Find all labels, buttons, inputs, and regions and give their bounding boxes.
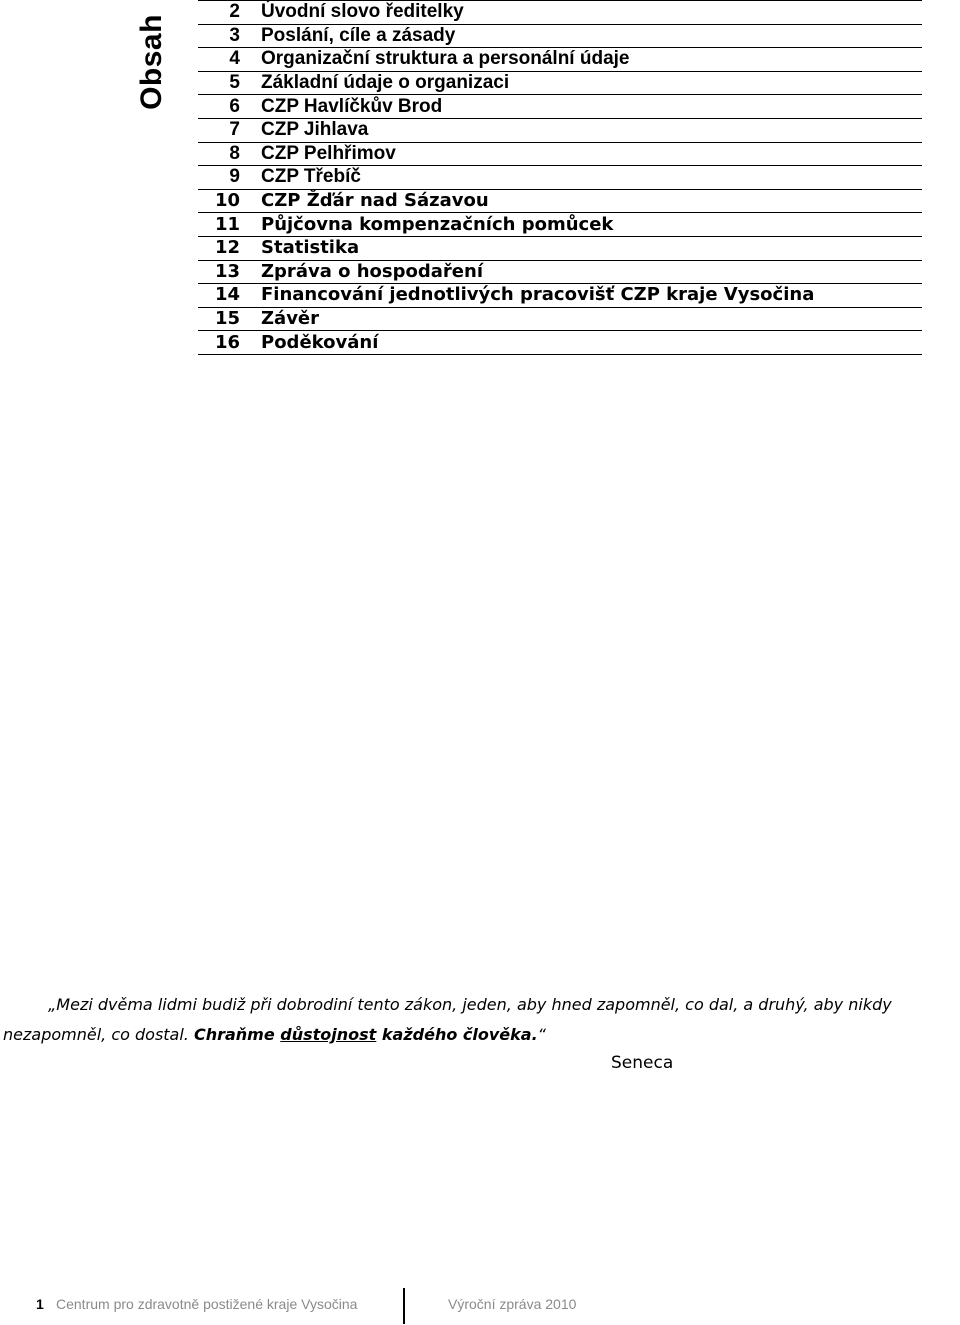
quote-bold-text: Chraňme: [193, 1025, 281, 1044]
toc-entry-label: Financování jednotlivých pracovišť CZP kraje Vysočina: [261, 284, 815, 306]
toc-entry-label: CZP Žďár nad Sázavou: [261, 190, 489, 212]
toc-page-number: 11: [214, 213, 240, 235]
quote-close-mark: “: [537, 1025, 546, 1044]
toc-row[interactable]: [198, 261, 922, 285]
toc-row[interactable]: [198, 143, 922, 167]
toc-entry-label: Úvodní slovo ředitelky: [261, 1, 464, 23]
toc-row[interactable]: [198, 25, 922, 49]
toc-page-number: 6: [229, 95, 240, 117]
toc-page-number: 9: [229, 166, 240, 188]
toc-page-number: 16: [214, 331, 240, 353]
toc-title: Obsah: [135, 14, 169, 110]
footer-organization: Centrum pro zdravotně postižené kraje Vysočina: [56, 1296, 358, 1312]
toc-entry-label: Závěr: [261, 308, 320, 330]
toc-entry-label: Organizační struktura a personální údaje: [261, 48, 630, 70]
footer-divider: [403, 1288, 405, 1324]
toc-page-number: 3: [229, 24, 240, 46]
toc-page-number: 12: [214, 237, 240, 259]
toc-entry-label: CZP Pelhřimov: [261, 142, 396, 164]
toc-page-number: 13: [214, 260, 240, 282]
toc-row[interactable]: [198, 1, 922, 25]
toc-row[interactable]: [198, 166, 922, 190]
toc-row[interactable]: [198, 237, 922, 261]
toc-entry-label: Zpráva o hospodaření: [261, 260, 483, 282]
toc-page-number: 5: [229, 72, 240, 94]
toc-row[interactable]: [198, 213, 922, 237]
toc-entry-label: Půjčovna kompenzačních pomůcek: [261, 213, 614, 235]
page-footer: [0, 1288, 960, 1324]
quote-line-2: [0, 1020, 960, 1050]
footer-report-title: Výroční zpráva 2010: [448, 1296, 577, 1312]
quote-plain-text: nezapomněl, co dostal.: [3, 1025, 194, 1044]
footer-page-number: 1: [36, 1296, 44, 1312]
toc-row[interactable]: [198, 72, 922, 96]
toc-page-number: 14: [214, 284, 240, 306]
toc-entry-label: CZP Havlíčkův Brod: [261, 95, 443, 117]
toc-entry-label: CZP Třebíč: [261, 166, 361, 188]
table-of-contents: [198, 0, 922, 355]
toc-page-number: 7: [229, 119, 240, 141]
toc-page-number: 10: [214, 190, 240, 212]
quote-underlined-text: důstojnost: [280, 1025, 377, 1044]
toc-row[interactable]: [198, 119, 922, 143]
toc-page-number: 8: [229, 142, 240, 164]
toc-row[interactable]: [198, 48, 922, 72]
toc-page-number: 4: [229, 48, 240, 70]
motto-quote: [0, 990, 960, 1050]
toc-entry-label: Poděkování: [261, 331, 379, 353]
toc-page-number: 2: [229, 1, 240, 23]
toc-side-title: [130, 6, 174, 118]
toc-entry-label: Poslání, cíle a zásady: [261, 24, 456, 46]
toc-row[interactable]: [198, 308, 922, 332]
quote-line-1: „Mezi dvěma lidmi budiž při dobrodiní tento zákon, jeden, aby hned zapomněl, co dal, a druhý, aby nikdy: [48, 995, 892, 1014]
quote-bold-text-end: každého člověka.: [376, 1025, 538, 1044]
toc-page-number: 15: [214, 308, 240, 330]
toc-entry-label: Statistika: [261, 237, 360, 259]
quote-author: Seneca: [611, 1053, 674, 1073]
toc-row[interactable]: [198, 190, 922, 214]
toc-entry-label: CZP Jihlava: [261, 119, 369, 141]
toc-row[interactable]: [198, 331, 922, 355]
toc-row[interactable]: [198, 284, 922, 308]
toc-row[interactable]: [198, 95, 922, 119]
toc-entry-label: Základní údaje o organizaci: [261, 72, 510, 94]
